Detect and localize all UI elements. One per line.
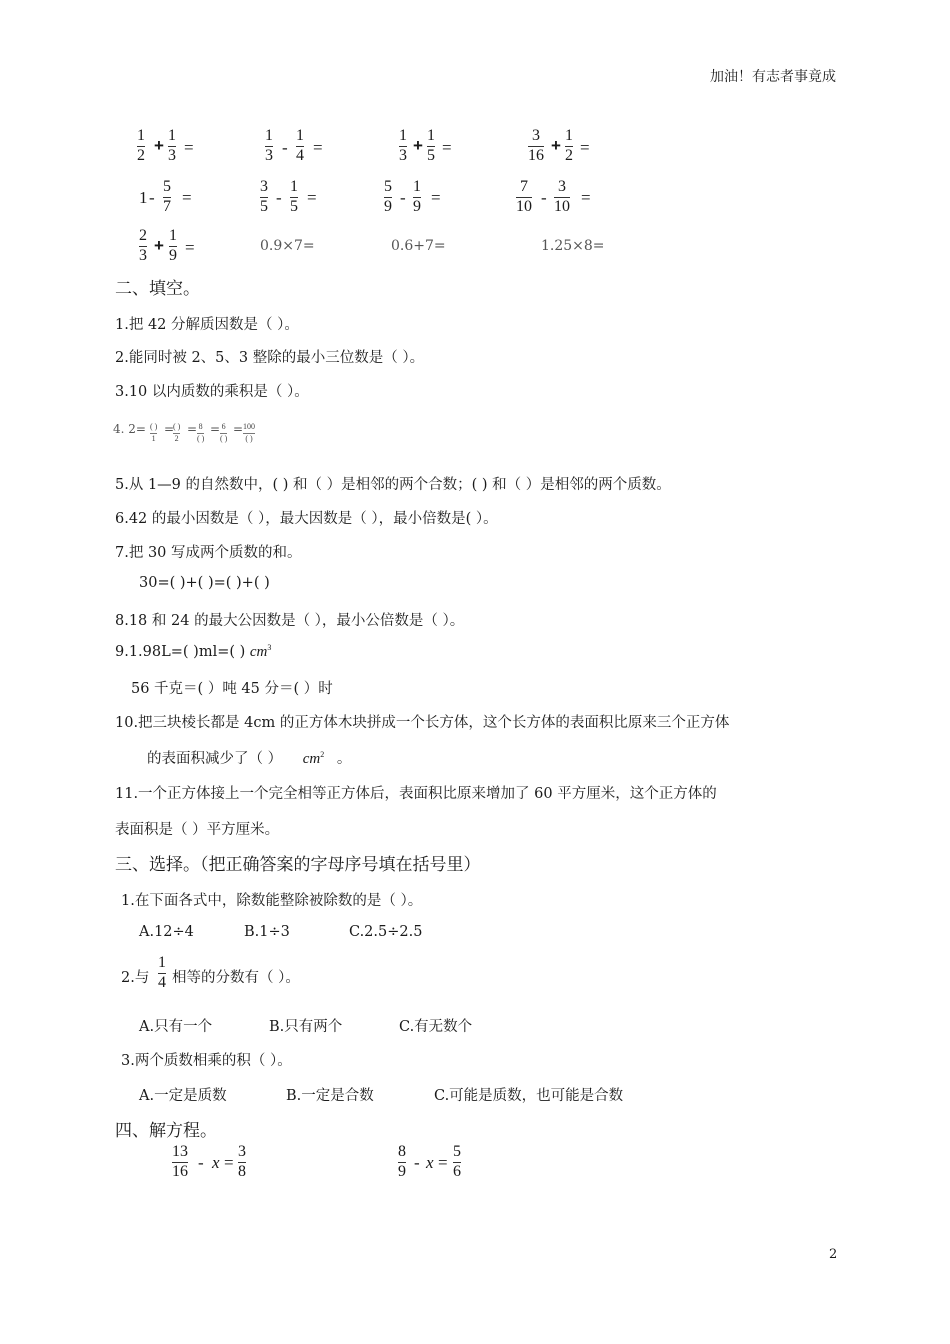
equals-sign: =	[581, 188, 591, 207]
option-3-2-c: C.有无数个	[399, 1019, 473, 1035]
denominator: 4	[296, 146, 304, 164]
numerator: 5	[453, 1143, 461, 1160]
numerator: 13	[172, 1143, 188, 1160]
question-2-9-conversions: 56 千克＝( ）吨 45 分＝( ）时	[131, 681, 333, 697]
fraction	[290, 179, 298, 216]
fraction-blank	[173, 423, 180, 444]
denominator: 4	[158, 973, 166, 991]
option-3-3-a: A.一定是质数	[139, 1088, 227, 1104]
section-title-fill-in: 二、填空。	[115, 279, 200, 299]
fraction	[516, 179, 532, 216]
plus-sign: +	[551, 136, 561, 155]
calc-expression: 0.9×7=	[260, 238, 315, 254]
fraction	[172, 1144, 188, 1181]
fraction	[528, 128, 544, 165]
numerator: 1	[413, 178, 421, 195]
section-title-equations: 四、解方程。	[115, 1121, 217, 1141]
numerator: 7	[520, 178, 528, 195]
numerator: 5	[384, 178, 392, 195]
numerator: 3	[238, 1143, 246, 1160]
question-2-6: 6.42 的最小因数是（ ），最大因数是（ ），最小倍数是( ）。	[115, 511, 498, 527]
fraction	[168, 128, 176, 165]
denominator: 1	[151, 433, 156, 443]
equals-sign: =	[313, 138, 323, 157]
fraction	[163, 179, 171, 216]
question-3-2-post: 相等的分数有（ ）。	[172, 970, 300, 986]
denominator: 9	[169, 246, 177, 264]
page-number: 2	[829, 1247, 838, 1262]
denominator: ( )	[220, 433, 228, 443]
plus-sign: +	[413, 136, 423, 155]
numerator: 1	[427, 127, 435, 144]
fraction	[384, 179, 392, 216]
minus-sign: -	[541, 188, 547, 207]
fraction-blank	[243, 423, 255, 444]
fraction	[139, 228, 147, 265]
option-3-3-c: C.可能是质数，也可能是合数	[434, 1088, 624, 1104]
question-3-1: 1.在下面各式中，除数能整除被除数的是（ ）。	[121, 893, 423, 909]
minus-sign: -	[149, 188, 155, 207]
numerator: 1	[169, 227, 177, 244]
option-3-2-b: B.只有两个	[269, 1019, 343, 1035]
question-2-11: 11.一个正方体接上一个完全相等正方体后，表面积比原来增加了 60 平方厘米，这个正方体的	[115, 786, 717, 802]
numerator: 1	[265, 127, 273, 144]
numerator: 1	[290, 178, 298, 195]
numerator: 3	[558, 178, 566, 195]
denominator: 5	[260, 197, 268, 215]
fraction	[398, 1144, 406, 1181]
numerator: 1	[168, 127, 176, 144]
numerator: 1	[158, 954, 166, 971]
equals-sign: =	[431, 188, 441, 207]
minus-sign: -	[198, 1153, 204, 1172]
equals-sign: =	[307, 188, 317, 207]
fraction-blank	[150, 423, 157, 444]
equals-sign: =	[580, 138, 590, 157]
fraction	[296, 128, 304, 165]
fraction	[260, 179, 268, 216]
fraction-blank	[197, 423, 204, 444]
denominator: 9	[398, 1162, 406, 1180]
equals-sign: =	[233, 422, 244, 436]
fraction	[169, 228, 177, 265]
fraction	[265, 128, 273, 165]
minus-sign: -	[282, 138, 288, 157]
option-3-2-a: A.只有一个	[139, 1019, 213, 1035]
numerator: 6	[221, 422, 226, 431]
calc-expression: 1.25×8=	[541, 238, 605, 254]
calc-expression: 0.6+7=	[391, 238, 446, 254]
question-2-10: 10.把三块棱长都是 4cm 的正方体木块拼成一个长方体，这个长方体的表面积比原来三个正方体	[115, 715, 730, 731]
equals-sign: =	[182, 188, 192, 207]
unit-square-cm: $cm^2$	[302, 750, 325, 767]
fraction	[413, 179, 421, 216]
denominator: 16	[172, 1162, 188, 1180]
numerator: 5	[163, 178, 171, 195]
numerator: 1	[137, 127, 145, 144]
equals-sign: =	[442, 138, 452, 157]
unit-cubic-cm: $cm^3$	[249, 643, 272, 660]
denominator: 3	[399, 146, 407, 164]
denominator: ( )	[197, 433, 205, 443]
denominator: 9	[413, 197, 421, 215]
option-3-1-a: A.12÷4	[139, 924, 194, 940]
numerator: 100	[243, 422, 255, 431]
denominator: 5	[427, 146, 435, 164]
denominator: 2	[137, 146, 145, 164]
denominator: ( )	[245, 433, 253, 443]
fraction	[158, 955, 166, 992]
fraction	[137, 128, 145, 165]
denominator: 2	[565, 146, 573, 164]
question-3-3: 3.两个质数相乘的积（ ）。	[121, 1053, 292, 1069]
question-2-9-text: 9.1.98L=( )ml=( )	[115, 644, 246, 660]
numerator: 3	[532, 127, 540, 144]
denominator: 3	[168, 146, 176, 164]
denominator: 10	[554, 197, 570, 215]
question-2-8: 8.18 和 24 的最大公因数是（ ），最小公倍数是（ ）。	[115, 613, 465, 629]
denominator: 7	[163, 197, 171, 215]
denominator: 3	[139, 246, 147, 264]
fraction	[554, 179, 570, 216]
option-3-3-b: B.一定是合数	[286, 1088, 374, 1104]
denominator: 6	[453, 1162, 461, 1180]
equals-sign: =	[210, 422, 221, 436]
denominator: 8	[238, 1162, 246, 1180]
question-2-10-end: 。	[336, 751, 352, 767]
denominator: 9	[384, 197, 392, 215]
minus-sign: -	[400, 188, 406, 207]
fraction	[565, 128, 573, 165]
numerator: 1	[296, 127, 304, 144]
equals-sign: =	[185, 238, 195, 257]
question-2-10-cont	[147, 747, 351, 768]
numerator: 8	[398, 1143, 406, 1160]
question-2-4-lead: 4. 2=	[113, 422, 146, 436]
question-2-7-answer: 30=( )+( )=( )+( )	[139, 575, 270, 591]
whole-number: 1	[139, 188, 148, 207]
fraction	[453, 1144, 461, 1181]
question-2-2: 2.能同时被 2、5、3 整除的最小三位数是（ ）。	[115, 350, 425, 366]
numerator: 8	[198, 422, 203, 431]
denominator: 3	[265, 146, 273, 164]
numerator: ( )	[150, 422, 158, 431]
variable-x: x	[426, 1153, 434, 1172]
fraction	[238, 1144, 246, 1181]
numerator: 1	[565, 127, 573, 144]
denominator: 2	[174, 433, 179, 443]
question-2-7: 7.把 30 写成两个质数的和。	[115, 545, 302, 561]
plus-sign: +	[154, 136, 164, 155]
numerator: 3	[260, 178, 268, 195]
question-2-9	[115, 643, 271, 661]
plus-sign: +	[154, 236, 164, 255]
numerator: 2	[139, 227, 147, 244]
section-title-choice: 三、选择。（把正确答案的字母序号填在括号里）	[115, 855, 481, 875]
fraction	[399, 128, 407, 165]
denominator: 16	[528, 146, 544, 164]
option-3-1-b: B.1÷3	[244, 924, 290, 940]
equals-sign: =	[187, 422, 198, 436]
question-2-11-cont: 表面积是（ ）平方厘米。	[115, 822, 280, 838]
numerator: ( )	[173, 422, 181, 431]
question-3-2-pre: 2.与	[121, 970, 150, 986]
fraction-blank	[220, 423, 227, 444]
equals-sign: =	[224, 1153, 234, 1172]
page-header: 加油！有志者事竟成	[710, 69, 836, 85]
question-2-3: 3.10 以内质数的乘积是（ ）。	[115, 384, 309, 400]
equals-sign: =	[184, 138, 194, 157]
question-2-1: 1.把 42 分解质因数是（ ）。	[115, 317, 299, 333]
minus-sign: -	[414, 1153, 420, 1172]
minus-sign: -	[276, 188, 282, 207]
equals-sign: =	[164, 422, 175, 436]
denominator: 10	[516, 197, 532, 215]
option-3-1-c: C.2.5÷2.5	[349, 924, 423, 940]
question-2-5: 5.从 1—9 的自然数中，( ) 和（ ）是相邻的两个合数；( ) 和（ ）是相邻的两个质数。	[115, 477, 671, 493]
question-2-10-text: 的表面积减少了（ ）	[147, 751, 283, 767]
fraction	[427, 128, 435, 165]
equals-sign: =	[438, 1153, 448, 1172]
variable-x: x	[212, 1153, 220, 1172]
denominator: 5	[290, 197, 298, 215]
numerator: 1	[399, 127, 407, 144]
